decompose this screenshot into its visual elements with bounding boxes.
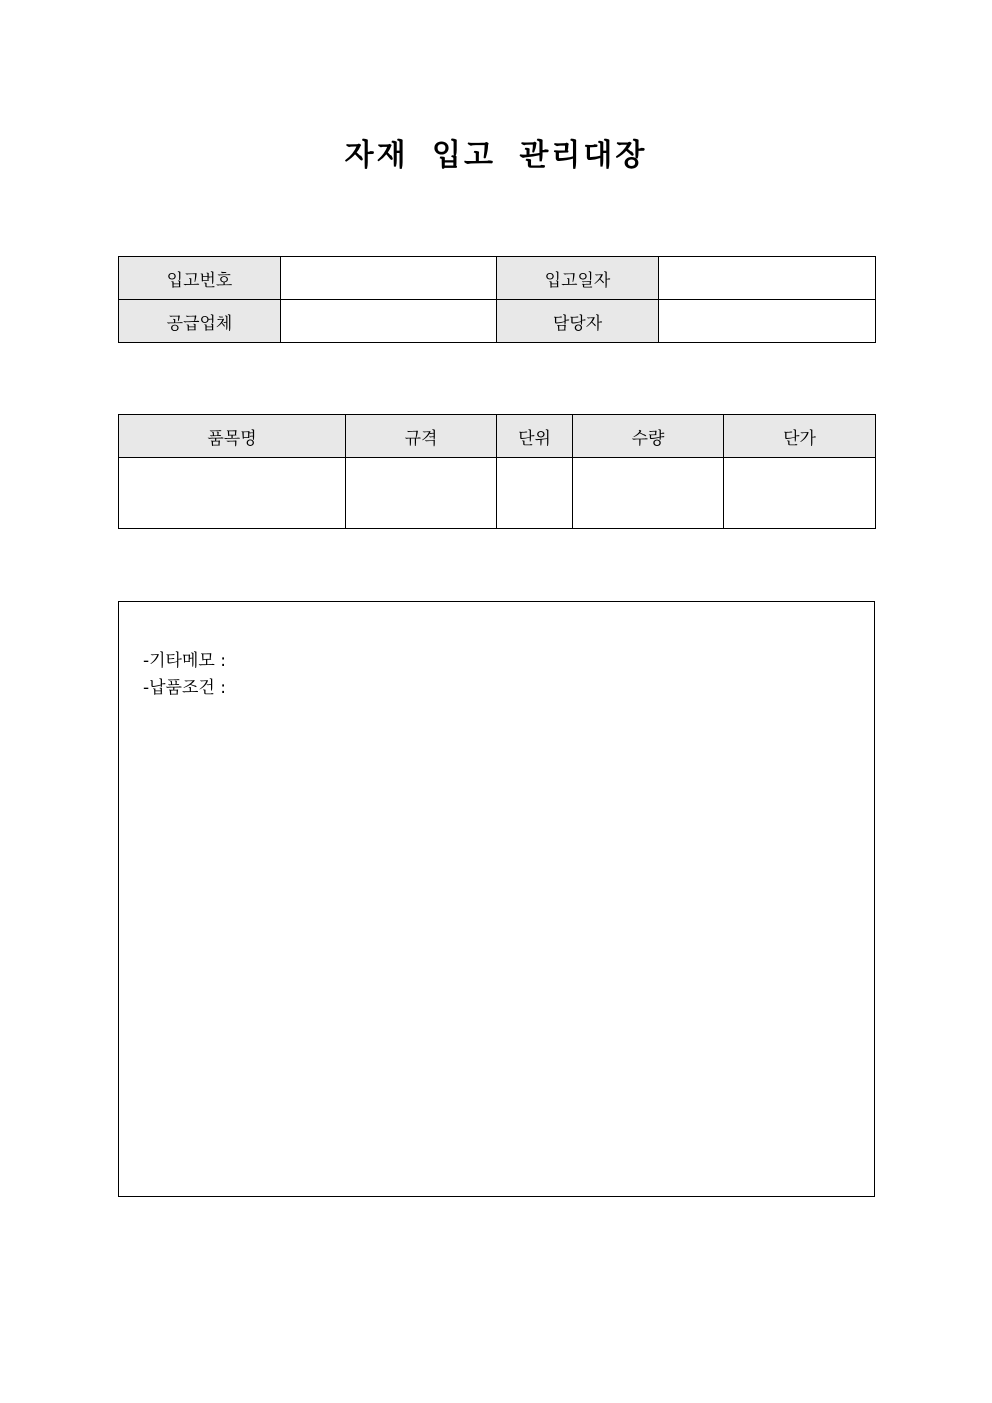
receipt-date-field[interactable]: [659, 257, 876, 300]
receipt-number-label: 입고번호: [119, 257, 281, 300]
receipt-number-field[interactable]: [281, 257, 497, 300]
info-row-2: [119, 300, 876, 343]
item-name-header: 품목명: [119, 415, 346, 458]
item-name-cell[interactable]: [119, 458, 346, 529]
spec-cell[interactable]: [346, 458, 497, 529]
memo-box[interactable]: [118, 601, 875, 1197]
other-memo-label: -기타메모 :: [143, 651, 226, 671]
info-row-1: [119, 257, 876, 300]
receipt-info-table: [118, 256, 876, 343]
receipt-date-label: 입고일자: [497, 257, 659, 300]
items-table: [118, 414, 876, 529]
spec-header: 규격: [346, 415, 497, 458]
quantity-header: 수량: [573, 415, 724, 458]
unit-header: 단위: [497, 415, 573, 458]
unit-cell[interactable]: [497, 458, 573, 529]
delivery-terms-label: -납품조건 :: [143, 678, 226, 698]
quantity-cell[interactable]: [573, 458, 724, 529]
table-row: [119, 458, 876, 529]
items-header-row: [119, 415, 876, 458]
manager-field[interactable]: [659, 300, 876, 343]
manager-label: 담당자: [497, 300, 659, 343]
supplier-label: 공급업체: [119, 300, 281, 343]
supplier-field[interactable]: [281, 300, 497, 343]
memo-content: [143, 648, 226, 702]
document-title: 자재 입고 관리대장: [344, 138, 648, 173]
unit-price-header: 단가: [724, 415, 876, 458]
unit-price-cell[interactable]: [724, 458, 876, 529]
